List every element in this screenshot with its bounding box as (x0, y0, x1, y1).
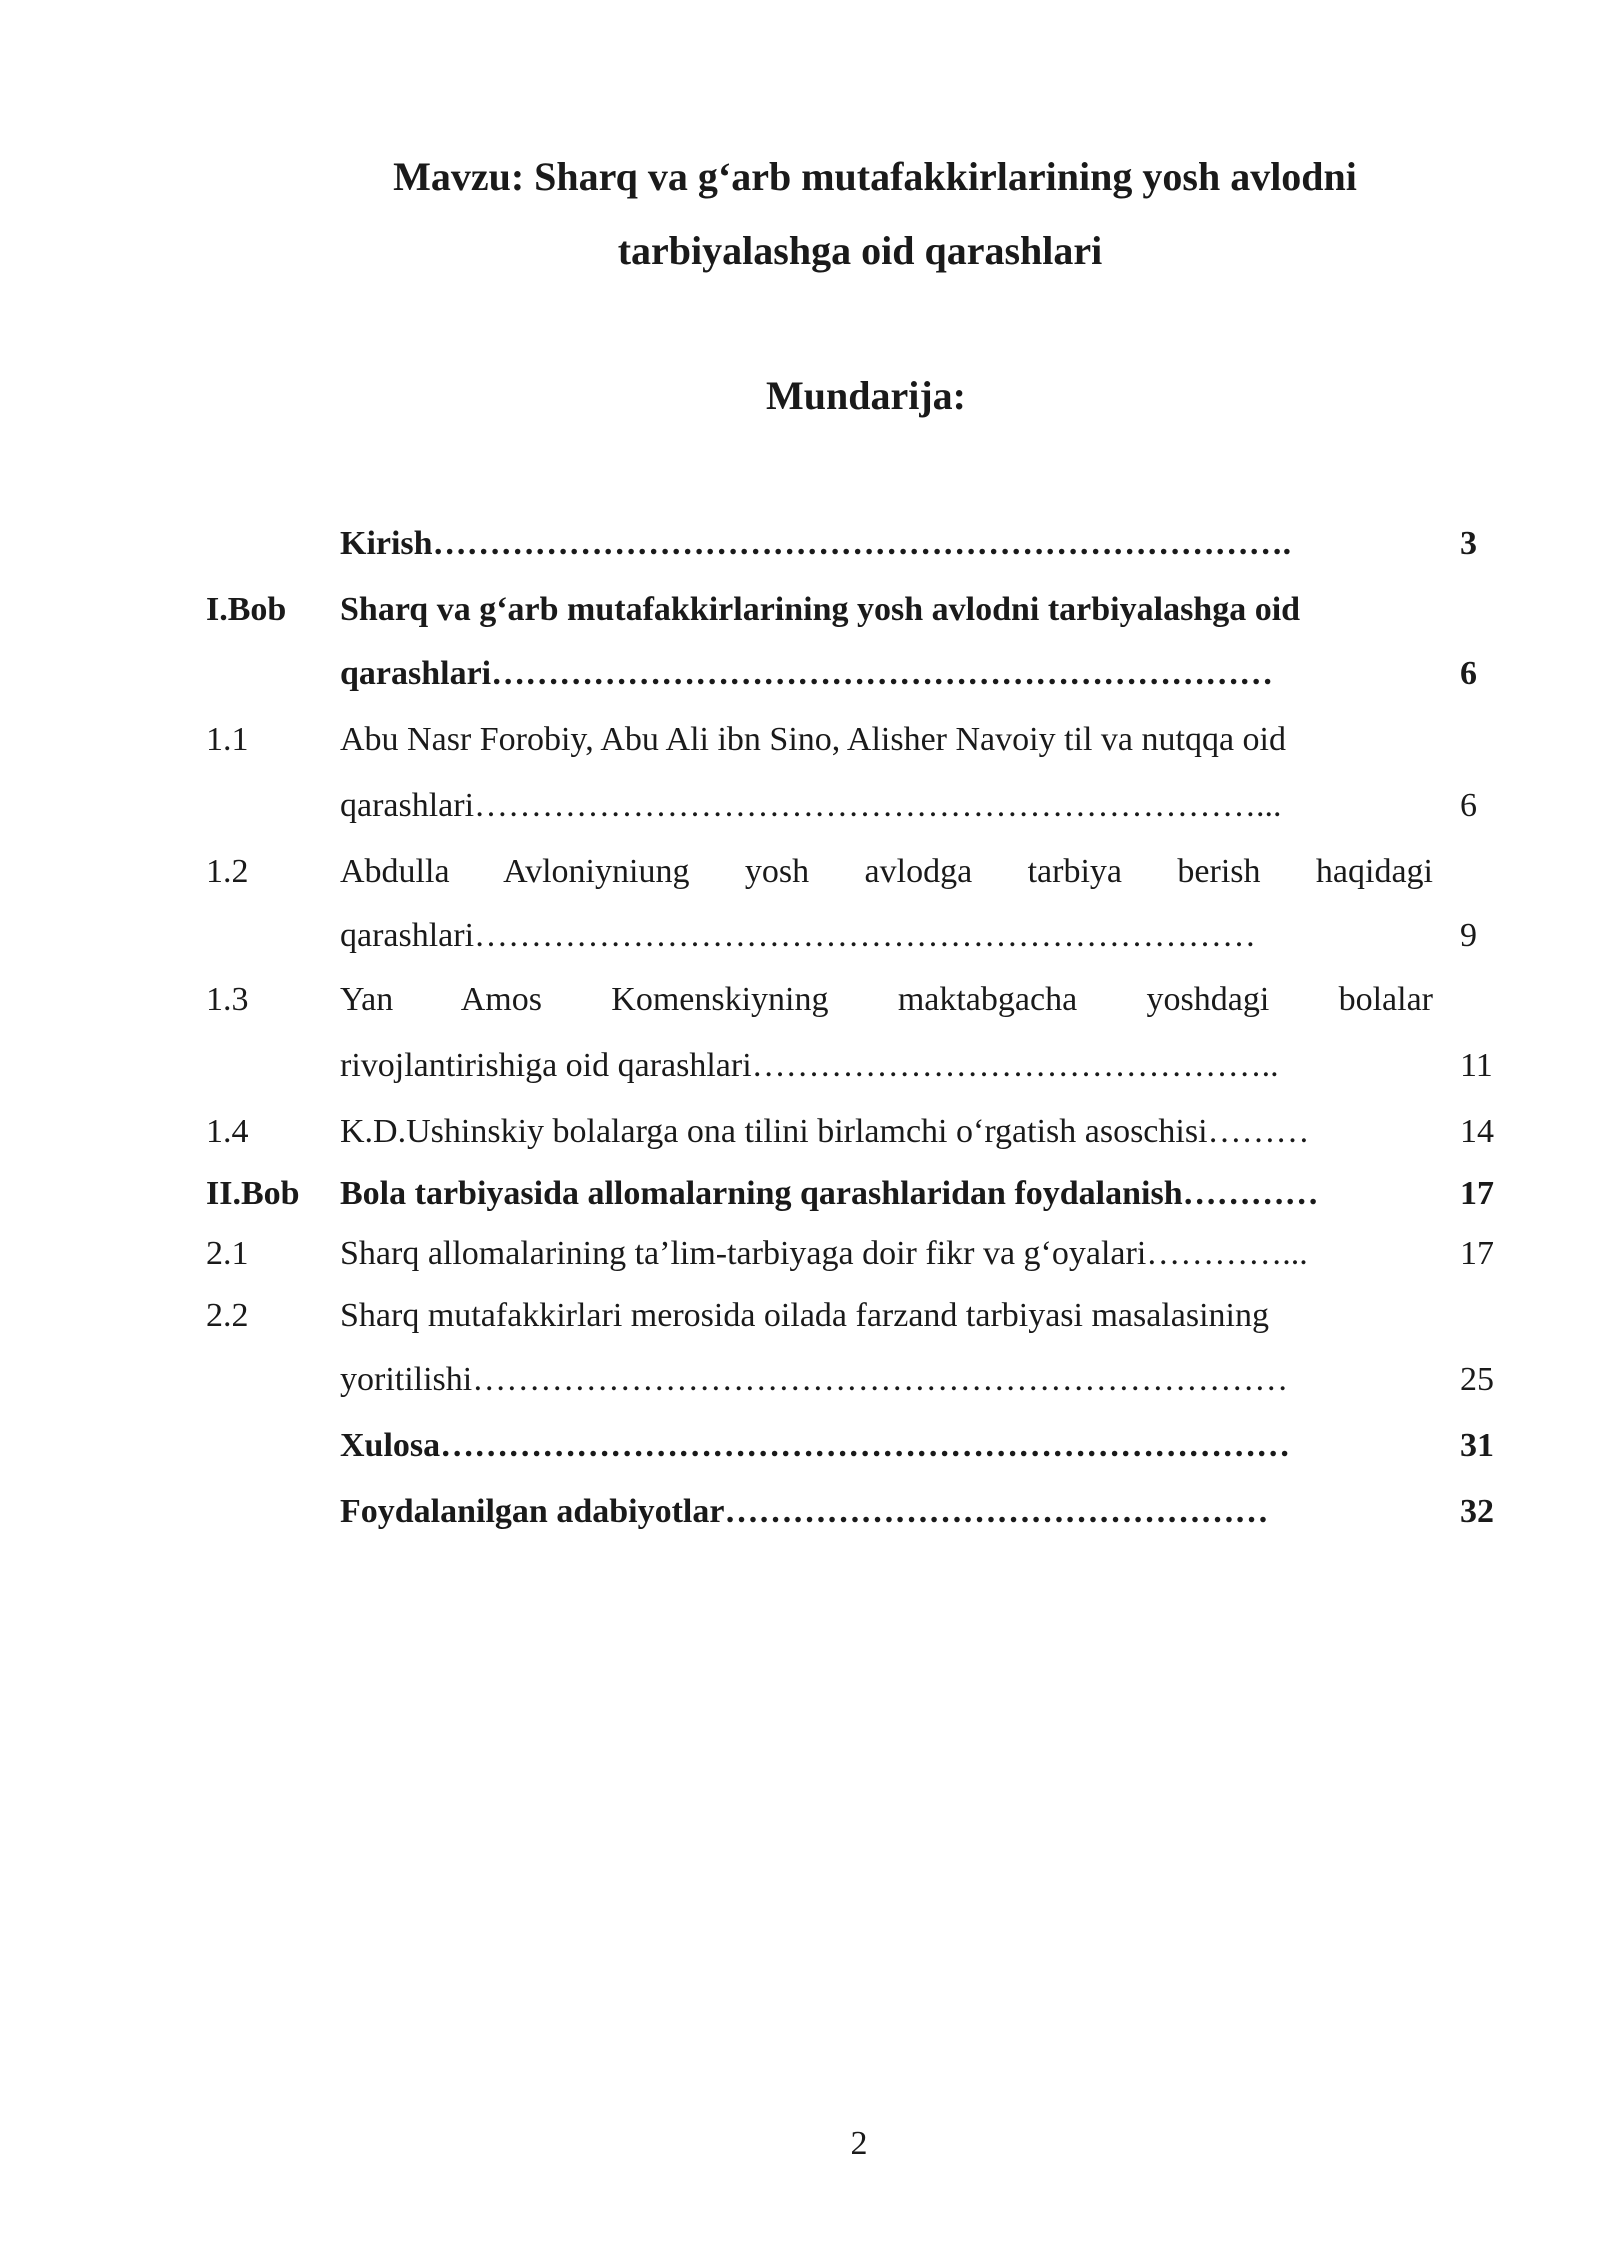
toc-row (0, 846, 1600, 898)
toc-row (0, 1290, 1600, 1342)
toc-text: Xulosa………………………………………………………………… (340, 1427, 1291, 1464)
toc-number: 1.3 (206, 981, 249, 1018)
toc-row (0, 1106, 1600, 1158)
toc-row (0, 910, 1600, 962)
toc-page: 32 (1460, 1493, 1494, 1530)
toc-number: 2.1 (206, 1235, 249, 1272)
toc-number: 1.2 (206, 853, 249, 890)
toc-number: I.Bob (206, 591, 287, 628)
toc-row (0, 974, 1600, 1026)
toc-text: Sharq mutafakkirlari merosida oilada farzand tarbiyasi masalasining (340, 1297, 1270, 1334)
toc-text: rivojlantirishiga oid qarashlari……………………………………….. (340, 1047, 1279, 1084)
toc-text: Abu Nasr Forobiy, Abu Ali ibn Sino, Alisher Navoiy til va nutqqa oid (340, 721, 1286, 758)
toc-text: qarashlari……………………………………………………………... (340, 787, 1282, 824)
toc-text: Bola tarbiyasida allomalarning qarashlaridan foydalanish………… (340, 1175, 1319, 1212)
toc-row (0, 1168, 1600, 1220)
toc-page: 31 (1460, 1427, 1494, 1464)
toc-text: Sharq va g‘arb mutafakkirlarining yosh avlodni tarbiyalashga oid (340, 591, 1301, 628)
toc-row (0, 584, 1600, 636)
toc-row (0, 518, 1600, 570)
toc-row (0, 1486, 1600, 1538)
toc-text: Sharq allomalarining ta’lim-tarbiyaga doir fikr va g‘oyalari…………... (340, 1235, 1308, 1272)
toc-row (0, 714, 1600, 766)
toc-page: 6 (1460, 655, 1477, 692)
toc-row (0, 1354, 1600, 1406)
toc-page: 17 (1460, 1235, 1494, 1272)
toc-row (0, 1228, 1600, 1280)
page-number: 2 (850, 2125, 868, 2162)
toc-text: Kirish…………………………………………………………………. (340, 525, 1292, 562)
toc-page: 11 (1460, 1047, 1493, 1084)
toc-row (0, 1420, 1600, 1472)
toc-page: 3 (1460, 525, 1477, 562)
toc-number: 2.2 (206, 1297, 249, 1334)
toc-number: II.Bob (206, 1175, 300, 1212)
toc-text: K.D.Ushinskiy bolalarga ona tilini birlamchi o‘rgatish asoschisi……… (340, 1113, 1310, 1150)
toc-text: qarashlari…………………………………………………………… (340, 917, 1257, 954)
toc-page: 17 (1460, 1175, 1494, 1212)
toc-row (0, 1040, 1600, 1092)
toc-text: Yan Amos Komenskiyning maktabgacha yoshdagi bolalar (340, 981, 1433, 1018)
toc-text: Foydalanilgan adabiyotlar………………………………………… (340, 1493, 1269, 1530)
toc-text: qarashlari…………………………………………………………… (340, 655, 1274, 692)
toc-page: 6 (1460, 787, 1477, 824)
toc-page: 9 (1460, 917, 1477, 954)
toc-row (0, 780, 1600, 832)
toc-number: 1.4 (206, 1113, 249, 1150)
title-line-2: tarbiyalashga oid qarashlari (617, 228, 1103, 273)
contents-heading: Mundarija: (766, 373, 966, 418)
toc-number: 1.1 (206, 721, 249, 758)
toc-text: Abdulla Avloniyniung yosh avlodga tarbiya berish haqidagi (340, 853, 1433, 890)
title-line-1: Mavzu: Sharq va g‘arb mutafakkirlarining yosh avlodni (393, 154, 1357, 199)
toc-row (0, 648, 1600, 700)
toc-page: 25 (1460, 1361, 1494, 1398)
toc-page: 14 (1460, 1113, 1494, 1150)
toc-text: yoritilishi……………………………………………………………… (340, 1361, 1289, 1398)
